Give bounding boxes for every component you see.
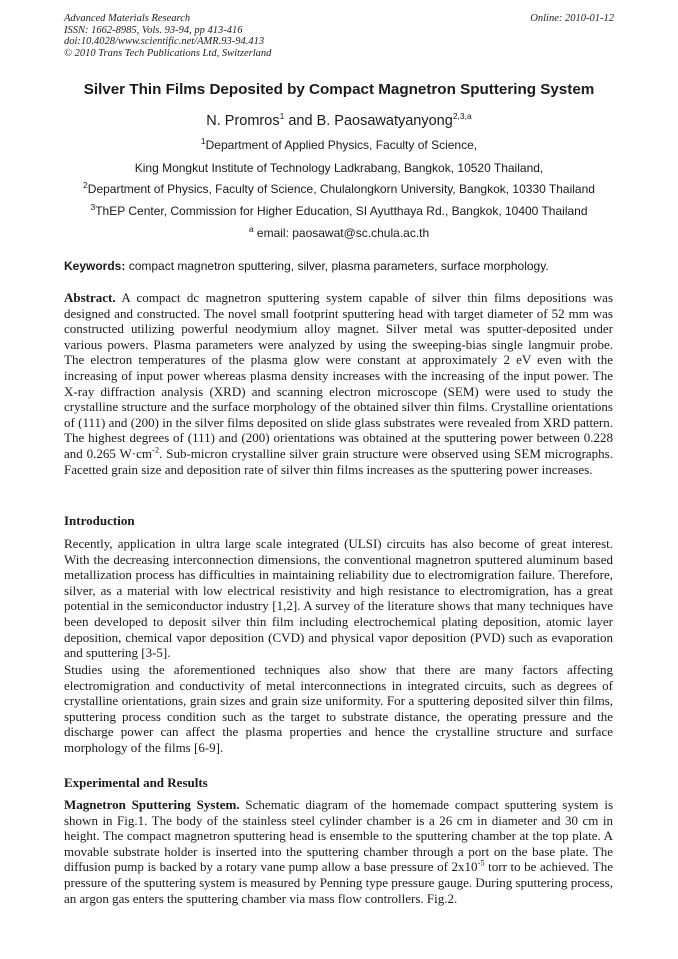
email-line: $^a$ email: paosawat@sc.chula.ac.th — [248, 224, 430, 240]
affiliation-line: $^1$Department of Applied Physics, Faculty of Science, — [200, 136, 478, 152]
author-2: B. Paosawatyanyong — [316, 113, 453, 129]
author-line — [0, 113, 678, 129]
introduction-paragraph-1: Recently, application in ultra large scale integrated (ULSI) circuits has also become of great interest. With the decreasing interconnection dimensions, the conventional magnetron sputtered aluminum based metallization process has difficulties in maintaining reliability due to electromigration failure. Therefore, silver, as a material with low electrical resistivity and high resistance to electromigration, has a great potential in the semiconductor industry [1,2]. A survey of the literature shows that many techniques have been developed to deposit silver thin film including electrochemical plating deposition, atomic layer deposition, chemical vapor deposition (CVD) and physical vapor deposition (PVD) such as evaporation and sputtering [3-5]. — [64, 536, 613, 661]
doi-line: doi:10.4028/www.scientific.net/AMR.93-94.413 — [64, 36, 265, 48]
abstract-paragraph: Abstract. A compact dc magnetron sputtering system capable of silver thin films depositions was designed and constructed. The novel small footprint sputtering head with target diameter of 52 mm was constructed utilizing powerful neodymium alloy magnet. Silver metal was sputter-deposited under various powers. Plasma parameters were analyzed by using the sweeping-bias single langmuir probe. The electron temperatures of the plasma glow were constant at approximately 2 eV even with the increasing of input power whereas plasma density increases with the increasing of the input power. The X-ray diffraction analysis (XRD) and scanning electron microscope (SEM) were used to study the crystalline structure and the surface morphology of the obtained silver thin films. Crystalline orientations of (111) and (200) in the silver films deposited on slide glass substrates were revealed from XRD pattern. The highest degrees of (111) and (200) orientations was obtained at the sputtering power between 0.228 and 0.265 $W\cdot cm^{-2}$. Sub-micron crystalline silver grain structure were observed using SEM micrographs. Facetted grain size and deposition rate of silver thin films increases as the sputtering power increases. — [64, 290, 613, 477]
keywords-label: Keywords: — [64, 259, 126, 273]
author-1: N. Promros — [206, 113, 280, 129]
paper-title: Silver Thin Films Deposited by Compact Magnetron Sputtering System — [83, 81, 595, 98]
experimental-heading: Experimental and Results — [64, 775, 208, 790]
online-date: Online: 2010-01-12 — [530, 13, 614, 24]
abstract-label: Abstract. — [64, 290, 116, 305]
journal-name: Advanced Materials Research — [64, 13, 191, 24]
introduction-heading: Introduction — [64, 513, 135, 528]
copyright-line: © 2010 Trans Tech Publications Ltd, Switzerland — [64, 47, 272, 59]
introduction-paragraph-2: Studies using the aforementioned techniques also show that there are many factors affecting electromigration and conductivity of metal interconnections in integrated circuits, such as degrees of crystalline orientations, grain sizes and grain size uniformity. For a sputtering deposited silver thin films, sputtering process condition such as the target to substrate distance, the operating pressure and the discharge power can affect the plasma properties and hence the crystalline structure and surface morphology of the films [6-9]. — [64, 662, 613, 755]
author-2-sup: 2,3,a — [452, 111, 472, 122]
issn-line: ISSN: 1662-8985, Vols. 93-94, pp 413-416 — [64, 24, 243, 36]
affiliation-line: $^2$Department of Physics, Faculty of Science, Chulalongkorn University, Bangkok, 10330 Thailand — [83, 180, 595, 196]
author-and: and — [284, 113, 317, 129]
keywords — [64, 259, 624, 273]
experimental-paragraph: Magnetron Sputtering System. Schematic diagram of the homemade compact sputtering system is shown in Fig.1. The body of the stainless steel cylinder chamber is a 26 cm in diameter and 30 cm in height. The compact magnetron sputtering head is ensemble to the sputtering chamber at the top plate. A movable substrate holder is inserted into the sputtering chamber through a port on the base plate. The diffusion pump is backed by a rotary vane pump allow a base pressure of $2x10^{-5}$ torr to be achieved. The pressure of the sputtering system is measured by Penning type pressure gauge. During sputtering process, an argon gas enters the sputtering chamber via mass flow controllers. Fig.2. — [64, 797, 614, 906]
affiliation-line: King Mongkut Institute of Technology Ladkrabang, Bangkok, 10520 Thailand, — [134, 161, 544, 175]
author-1-sup: 1 — [279, 111, 285, 122]
journal-header — [64, 13, 271, 59]
affiliation-line: $^3$ThEP Center, Commission for Higher Education, SI Ayutthaya Rd., Bangkok, 10400 Thailand — [90, 202, 588, 218]
keywords-list: compact magnetron sputtering, silver, plasma parameters, surface morphology. — [125, 259, 549, 273]
magnetron-subheading: Magnetron Sputtering System. — [64, 797, 240, 812]
